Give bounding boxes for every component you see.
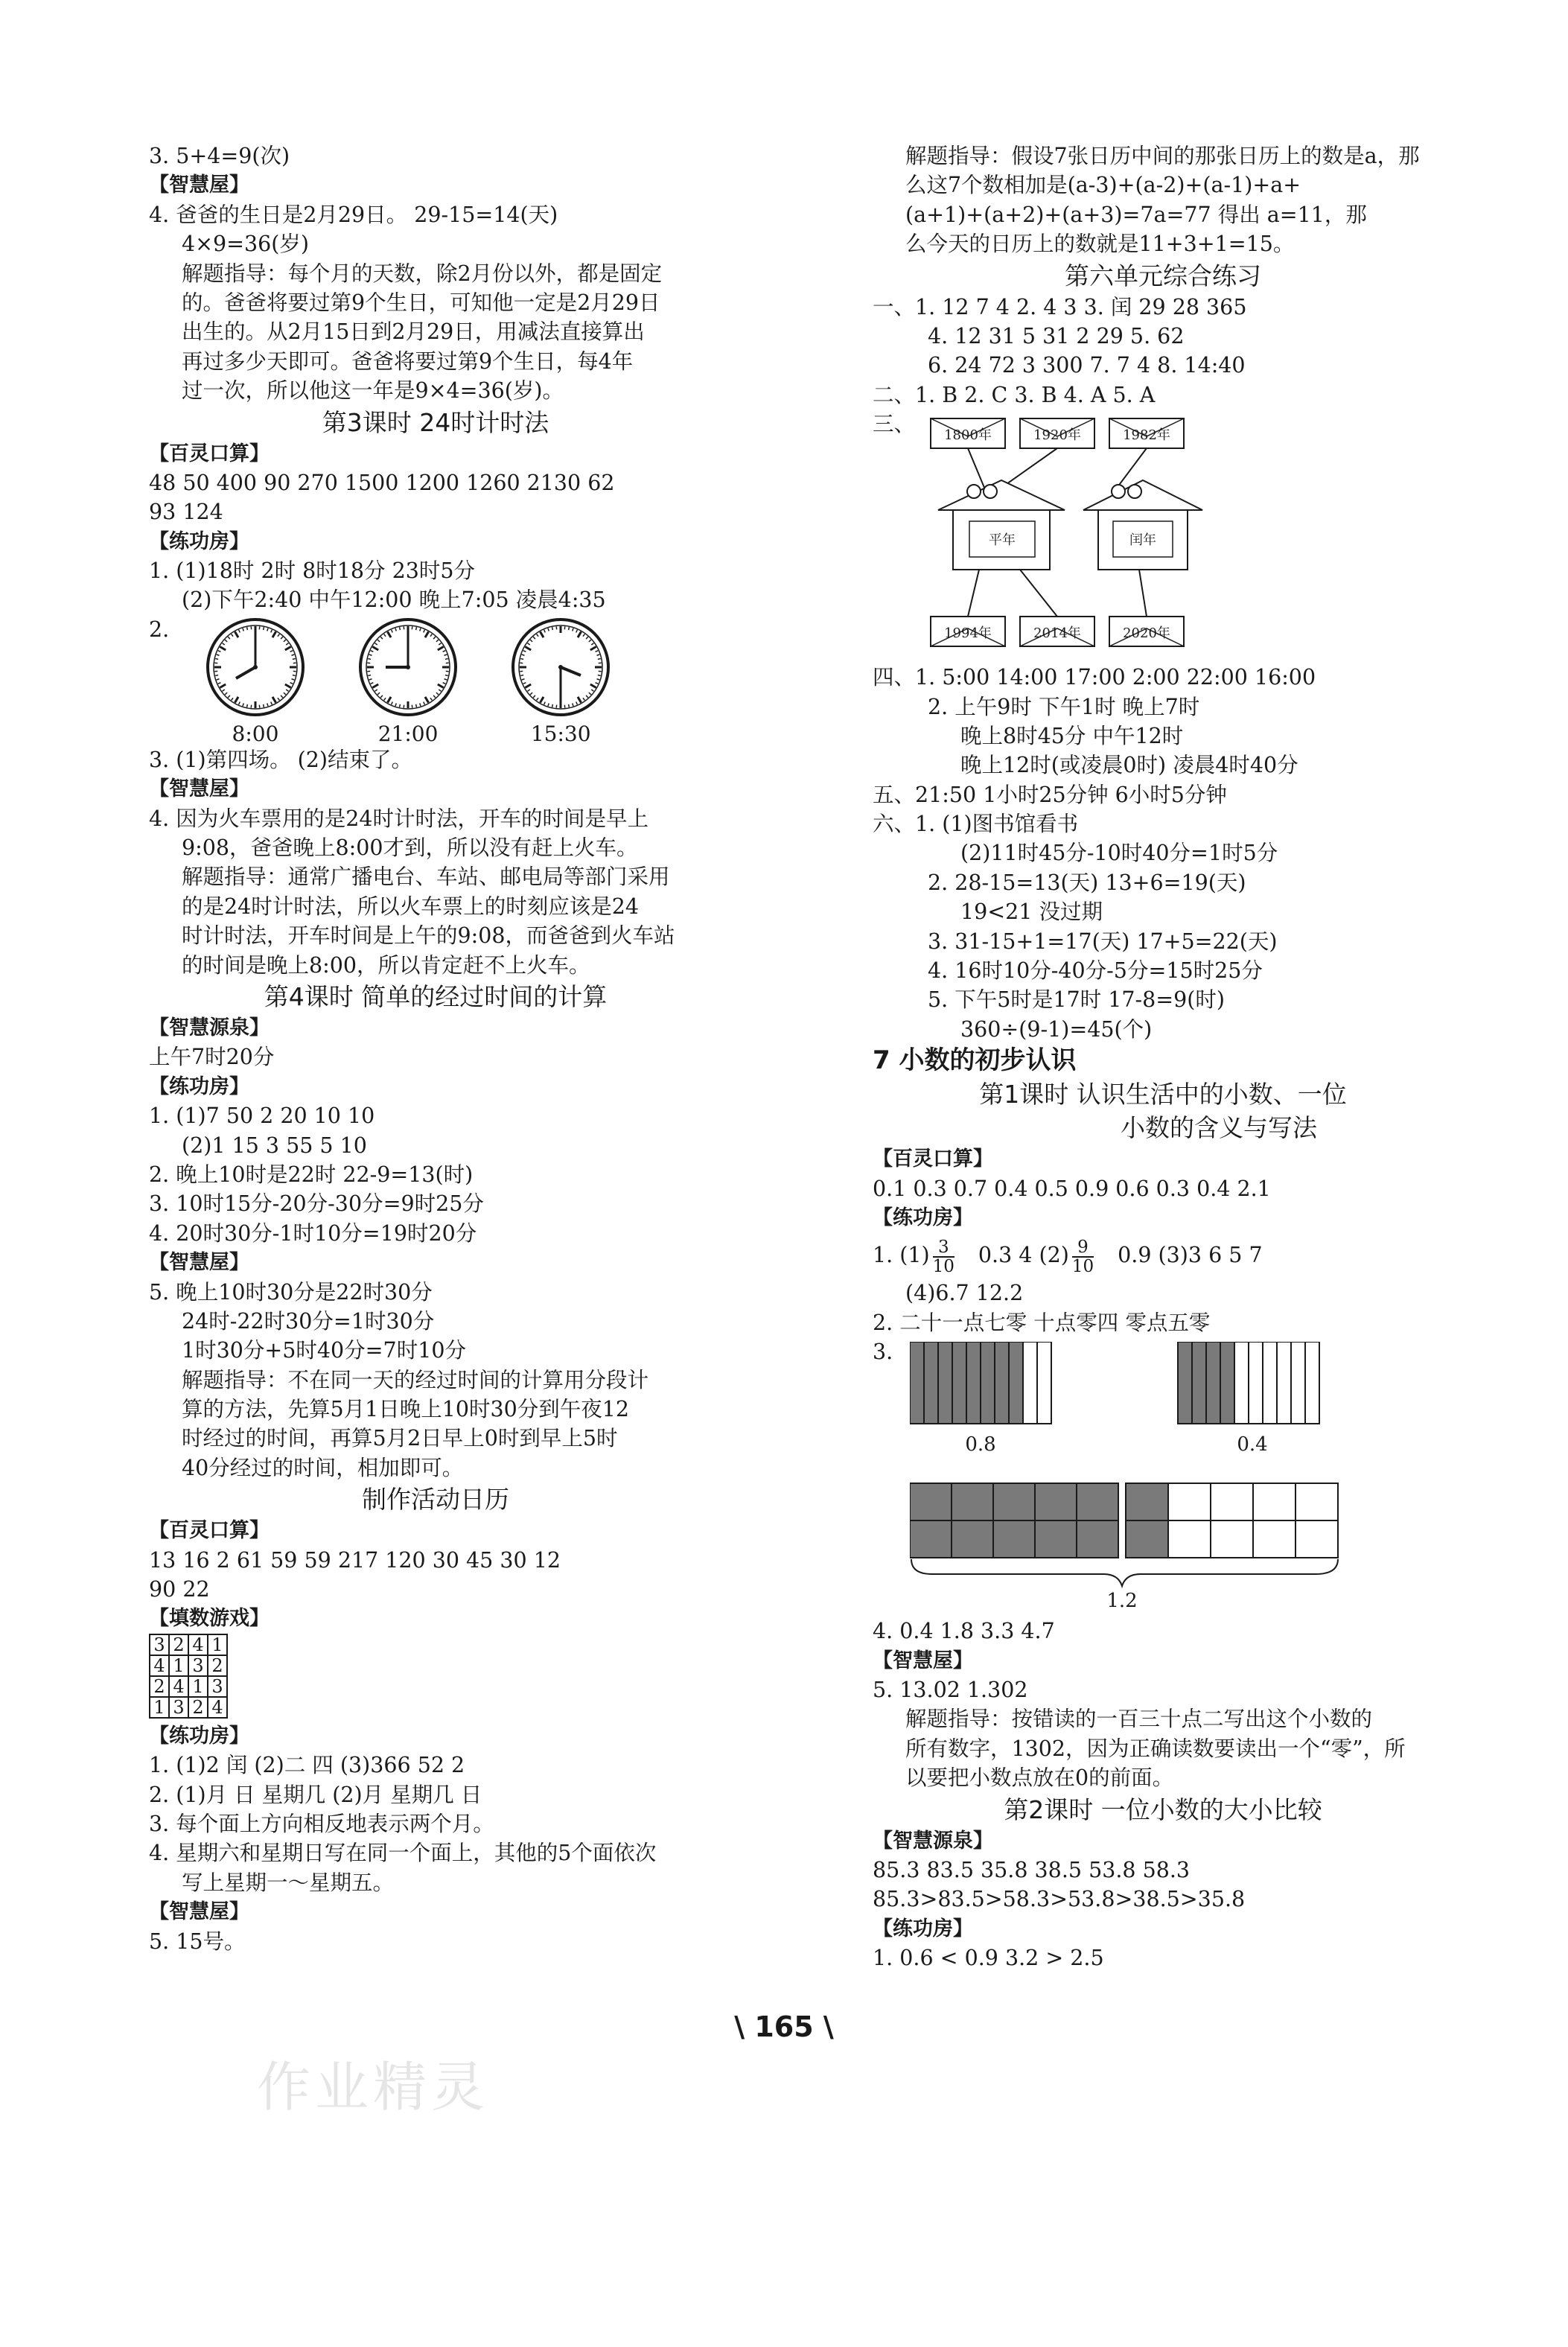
grid-cell: 2 <box>188 1697 208 1718</box>
house-common-year <box>938 480 1065 570</box>
clock-time-label: 21:00 <box>377 721 439 746</box>
text-line: 所有数字，1302，因为正确读数要读出一个“零”，所 <box>905 1736 1406 1761</box>
section-label: 【练功房】 <box>149 529 249 553</box>
shaded-cell <box>952 1342 966 1424</box>
text-line: 1. (1)2 闰 (2)二 四 (3)366 52 2 <box>149 1753 465 1778</box>
empty-cell <box>1277 1342 1291 1424</box>
clock-row <box>149 615 722 745</box>
text-line: 晚上12时(或凌晨0时) 凌晨4时40分 <box>960 753 1298 778</box>
text-line: 4. 星期六和星期日写在同一个面上，其他的5个面依次 <box>149 1841 657 1866</box>
text-segment: 0.3 4 (2) <box>978 1243 1069 1268</box>
bar-0-8 <box>910 1342 1051 1424</box>
section-label: 【智慧屋】 <box>149 1900 249 1924</box>
grid-cell: 2 <box>169 1634 188 1655</box>
page-number: \ 165 \ <box>734 2010 834 2043</box>
section-label: 【智慧源泉】 <box>873 1829 993 1853</box>
text-line: 4×9=36(岁) <box>182 232 310 257</box>
shaded-cell <box>952 1520 993 1558</box>
shaded-cell <box>1035 1520 1077 1558</box>
denominator: 10 <box>932 1256 954 1276</box>
grid-cell: 1 <box>208 1634 227 1655</box>
text-line: 晚上8时45分 中午12时 <box>960 723 1184 748</box>
text-line: 1. (1)7 50 2 20 10 10 <box>149 1104 375 1129</box>
unit-title: 第六单元综合练习 <box>1065 261 1261 290</box>
section-label: 【智慧屋】 <box>149 173 249 197</box>
shaded-cell <box>924 1342 938 1424</box>
number-grid-wrap <box>149 1634 722 1722</box>
year-label: 1982年 <box>1123 427 1170 444</box>
shaded-cell <box>1077 1483 1118 1520</box>
section-label: 【练功房】 <box>873 1206 973 1229</box>
text-line: 解题指导：每个月的天数，除2月份以外，都是固定 <box>182 261 663 286</box>
shaded-cell <box>1126 1520 1168 1558</box>
text-line: 么今天的日历上的数就是11+3+1=15。 <box>905 232 1295 257</box>
shaded-cell <box>1178 1342 1192 1424</box>
empty-cell <box>1253 1520 1295 1558</box>
lesson-title: 第3课时 24时计时法 <box>322 407 549 437</box>
lesson-title: 第4课时 简单的经过时间的计算 <box>264 981 608 1011</box>
text-line: 48 50 400 90 270 1500 1200 1260 2130 62 <box>149 470 615 495</box>
lesson-title: 第1课时 认识生活中的小数、一位 <box>979 1080 1347 1109</box>
text-line: 四、1. 5:00 14:00 17:00 2:00 22:00 16:00 <box>873 665 1316 690</box>
text-line: 2. (1)月 日 星期几 (2)月 星期几 日 <box>149 1782 482 1807</box>
text-line: 3. 5+4=9(次) <box>149 144 290 168</box>
text-line: 么这7个数相加是(a-3)+(a-2)+(a-1)+a+ <box>905 173 1301 198</box>
text-line: 一、1. 12 7 4 2. 4 3 3. 闰 29 28 365 <box>873 294 1247 319</box>
text-line: (2)1 15 3 55 5 10 <box>182 1133 367 1158</box>
section-label: 【智慧源泉】 <box>149 1016 270 1039</box>
grid-cell: 3 <box>188 1655 208 1676</box>
text-line: 3. 每个面上方向相反地表示两个月。 <box>149 1811 494 1836</box>
envelope-1994 <box>931 617 1005 646</box>
clock-21-00 <box>337 617 479 748</box>
envelope-2020 <box>1109 617 1184 646</box>
clock-icon <box>200 617 311 718</box>
text-line: 上午7时20分 <box>149 1045 275 1070</box>
text-line: 5. 下午5时是17时 17-8=9(时) <box>928 987 1225 1013</box>
envelope-1920 <box>1020 418 1094 448</box>
text-line: 5. 15号。 <box>149 1929 246 1954</box>
empty-cell <box>1211 1520 1253 1558</box>
clock-8-00 <box>185 617 326 748</box>
envelope-2014 <box>1020 617 1094 646</box>
empty-cell <box>1211 1483 1253 1520</box>
section-label: 【智慧屋】 <box>873 1649 973 1672</box>
shaded-cell <box>1035 1483 1077 1520</box>
left-column <box>149 141 722 1956</box>
text-line: 4. 0.4 1.8 3.3 4.7 <box>873 1619 1055 1644</box>
year-label: 2020年 <box>1123 625 1170 642</box>
year-label: 1994年 <box>944 625 992 642</box>
text-line: 4. 12 31 5 31 2 29 5. 62 <box>928 323 1185 348</box>
fraction-3-10 <box>933 1238 954 1276</box>
shaded-cell <box>1126 1483 1168 1520</box>
grid-cell: 3 <box>150 1634 169 1655</box>
year-label: 1920年 <box>1033 427 1081 444</box>
bar-0-4 <box>1178 1342 1319 1424</box>
clock-time-label: 15:30 <box>530 721 591 746</box>
text-line: 0.1 0.3 0.7 0.4 0.5 0.9 0.6 0.3 0.4 2.1 <box>873 1176 1271 1201</box>
numerator: 3 <box>937 1237 949 1257</box>
shaded-cell <box>993 1483 1035 1520</box>
shaded-cell <box>910 1483 952 1520</box>
grid-cell: 4 <box>188 1634 208 1655</box>
text-line: 90 22 <box>149 1577 210 1602</box>
grid-cell: 1 <box>188 1676 208 1697</box>
text-line: 5. 晚上10时30分是22时30分 <box>149 1279 433 1305</box>
text-line: 时经过的时间，再算5月2日早上0时到早上5时 <box>182 1426 618 1451</box>
watermark: 作业精灵 <box>257 2056 490 2118</box>
lesson-title: 小数的含义与写法 <box>1121 1113 1317 1143</box>
text-line: 13 16 2 61 59 59 217 120 30 45 30 12 <box>149 1547 561 1573</box>
empty-cell <box>1295 1483 1338 1520</box>
shaded-cell <box>938 1342 952 1424</box>
section-label: 【填数游戏】 <box>149 1607 270 1631</box>
text-line: 五、21:50 1小时25分钟 6小时5分钟 <box>873 782 1227 807</box>
text-line: 1. 0.6 < 0.9 3.2 > 2.5 <box>873 1946 1104 1971</box>
envelope-1982 <box>1109 418 1184 448</box>
text-line: 9:08，爸爸晚上8:00才到，所以没有赶上火车。 <box>182 835 638 861</box>
house-label: 平年 <box>989 532 1016 549</box>
text-line: 算的方法，先算5月1日晚上10时30分到午夜12 <box>182 1397 630 1422</box>
envelope-1800 <box>931 418 1005 448</box>
house-leap-year <box>1083 480 1202 570</box>
shaded-cell <box>1206 1342 1220 1424</box>
shaded-cell <box>993 1520 1035 1558</box>
text-line: 2. 二十一点七零 十点零四 零点五零 <box>873 1310 1211 1335</box>
text-line: 以要把小数点放在0的前面。 <box>905 1765 1174 1791</box>
empty-cell <box>1305 1342 1319 1424</box>
grid-cell: 2 <box>208 1655 227 1676</box>
text-segment: 0.9 (3)3 6 5 7 <box>1118 1243 1263 1268</box>
denominator: 10 <box>1071 1256 1094 1276</box>
text-line: (4)6.7 12.2 <box>905 1281 1024 1306</box>
grid-cell: 2 <box>150 1676 169 1697</box>
lesson-title: 第2课时 一位小数的大小比较 <box>1004 1795 1322 1824</box>
text-line: 3. 10时15分-20分-30分=9时25分 <box>149 1191 484 1217</box>
text-segment: 1. (1) <box>873 1243 930 1268</box>
text-line: (a+1)+(a+2)+(a+3)=7a=77 得出 a=11，那 <box>905 202 1367 227</box>
question-number: 三、 <box>873 412 916 437</box>
text-line: 写上星期一～星期五。 <box>182 1870 395 1895</box>
shaded-cell <box>1077 1520 1118 1558</box>
clock-icon <box>505 617 616 718</box>
text-line: 再过多少天即可。爸爸将要过第9个生日，每4年 <box>182 348 634 374</box>
text-line: 2. 28-15=13(天) 13+6=19(天) <box>928 870 1246 895</box>
text-line: 二、1. B 2. C 3. B 4. A 5. A <box>873 382 1156 407</box>
empty-cell <box>1168 1520 1211 1558</box>
shaded-cell <box>910 1520 952 1558</box>
house-label: 闰年 <box>1129 532 1156 549</box>
empty-cell <box>1263 1342 1277 1424</box>
year-label: 1800年 <box>944 427 992 444</box>
text-line: (2)下午2:40 中午12:00 晚上7:05 凌晨4:35 <box>182 587 606 613</box>
empty-cell <box>1037 1342 1051 1424</box>
text-line: 19<21 没过期 <box>960 899 1103 925</box>
text-line: 解题指导：不在同一天的经过时间的计算用分段计 <box>182 1367 649 1392</box>
bar-label: 1.2 <box>1106 1590 1138 1613</box>
shaded-cell <box>1192 1342 1206 1424</box>
text-line: 6. 24 72 3 300 7. 7 4 8. 14:40 <box>928 353 1246 378</box>
grid-cell: 1 <box>150 1697 169 1718</box>
question-number: 3. <box>873 1340 893 1365</box>
text-line: 解题指导：按错读的一百三十点二写出这个小数的 <box>905 1707 1373 1732</box>
text-line: 85.3 83.5 35.8 38.5 53.8 58.3 <box>873 1857 1191 1882</box>
text-line: 4. 爸爸的生日是2月29日。 29-15=14(天) <box>149 202 558 227</box>
numerator: 9 <box>1077 1237 1089 1257</box>
section-label: 【练功房】 <box>873 1917 973 1940</box>
matching-diagram <box>923 410 1266 663</box>
shaded-cell <box>910 1342 924 1424</box>
clock-15-30 <box>490 617 631 748</box>
empty-cell <box>1291 1342 1305 1424</box>
text-line: 2. 上午9时 下午1时 晚上7时 <box>928 694 1200 719</box>
shaded-cell <box>966 1342 981 1424</box>
section-label: 【百灵口算】 <box>149 1519 270 1543</box>
section-label: 【练功房】 <box>149 1724 249 1748</box>
shaded-cell <box>995 1342 1009 1424</box>
empty-cell <box>1249 1342 1263 1424</box>
fraction-9-10 <box>1072 1238 1094 1276</box>
text-line: 解题指导：通常广播电台、车站、邮电局等部门采用 <box>182 864 670 890</box>
number-grid <box>149 1634 228 1719</box>
fraction-line <box>873 1232 1453 1278</box>
text-line: 360÷(9-1)=45(个) <box>960 1016 1153 1042</box>
shaded-cell <box>981 1342 995 1424</box>
shaded-cell <box>1220 1342 1234 1424</box>
text-line: 4. 20时30分-1时10分=19时20分 <box>149 1220 477 1246</box>
text-line: 93 124 <box>149 500 223 525</box>
text-line: 出生的。从2月15日到2月29日，用减法直接算出 <box>182 319 645 345</box>
text-line: 六、1. (1)图书馆看书 <box>873 812 1079 837</box>
section-label: 【百灵口算】 <box>873 1147 993 1171</box>
text-line: (2)11时45分-10时40分=1时5分 <box>960 841 1278 866</box>
section-label: 【百灵口算】 <box>149 442 270 465</box>
clock-icon <box>352 617 464 718</box>
empty-cell <box>1168 1483 1211 1520</box>
text-line: 40分经过的时间，相加即可。 <box>182 1455 464 1480</box>
text-line: 24时-22时30分=1时30分 <box>182 1308 435 1334</box>
empty-cell <box>1253 1483 1295 1520</box>
grid-cell: 4 <box>150 1655 169 1676</box>
text-line: 3. 31-15+1=17(天) 17+5=22(天) <box>928 929 1278 954</box>
empty-cell <box>1295 1520 1338 1558</box>
text-line: 85.3>83.5>58.3>53.8>38.5>35.8 <box>873 1887 1246 1912</box>
text-line: 解题指导：假设7张日历中间的那张日历上的数是a，那 <box>905 144 1420 168</box>
year-label: 2014年 <box>1033 625 1081 642</box>
text-line: 4. 16时10分-40分-5分=15时25分 <box>928 958 1263 984</box>
grid-cell: 1 <box>169 1655 188 1676</box>
text-line: 的时间是晚上8:00，所以肯定赶不上火车。 <box>182 952 590 978</box>
decimal-bars-figure <box>910 1342 1371 1617</box>
text-line: 4. 因为火车票用的是24时计时法，开车的时间是早上 <box>149 806 649 831</box>
text-line: 的是24时计时法，所以火车票上的时刻应该是24 <box>182 894 640 919</box>
bar-label: 0.4 <box>1237 1433 1268 1456</box>
bar-label: 0.8 <box>965 1433 996 1456</box>
right-column <box>873 141 1453 1972</box>
empty-cell <box>1234 1342 1249 1424</box>
text-line: 时计时法，开车时间是上午的9:08，而爸爸到火车站 <box>182 923 675 949</box>
section-label: 【练功房】 <box>149 1074 249 1098</box>
text-line: 5. 13.02 1.302 <box>873 1677 1028 1702</box>
text-line: 过一次，所以他这一年是9×4=36(岁)。 <box>182 378 564 404</box>
clock-time-label: 8:00 <box>232 721 279 746</box>
decimal-bars <box>873 1337 1453 1617</box>
grid-cell: 3 <box>169 1697 188 1718</box>
unit-title: 7 小数的初步认识 <box>873 1045 1077 1076</box>
text-line: 2. 晚上10时是22时 22-9=13(时) <box>149 1162 474 1187</box>
bar-1-2 <box>910 1483 1338 1558</box>
text-line: 1. (1)18时 2时 8时18分 23时5分 <box>149 558 475 584</box>
grid-cell: 4 <box>208 1697 227 1718</box>
shaded-cell <box>952 1483 993 1520</box>
question-number: 2. <box>149 617 170 642</box>
lesson-title: 制作活动日历 <box>362 1485 509 1515</box>
section-label: 【智慧屋】 <box>149 777 249 801</box>
section-label: 【智慧屋】 <box>149 1251 249 1275</box>
shaded-cell <box>1009 1342 1023 1424</box>
empty-cell <box>1023 1342 1037 1424</box>
text-line: 3. (1)第四场。 (2)结束了。 <box>149 747 413 772</box>
grid-cell: 4 <box>169 1676 188 1697</box>
year-house-diagram <box>873 410 1453 663</box>
text-line: 的。爸爸将要过第9个生日，可知他一定是2月29日 <box>182 290 660 315</box>
grid-cell: 3 <box>208 1676 227 1697</box>
text-line: 1时30分+5时40分=7时10分 <box>182 1338 466 1363</box>
